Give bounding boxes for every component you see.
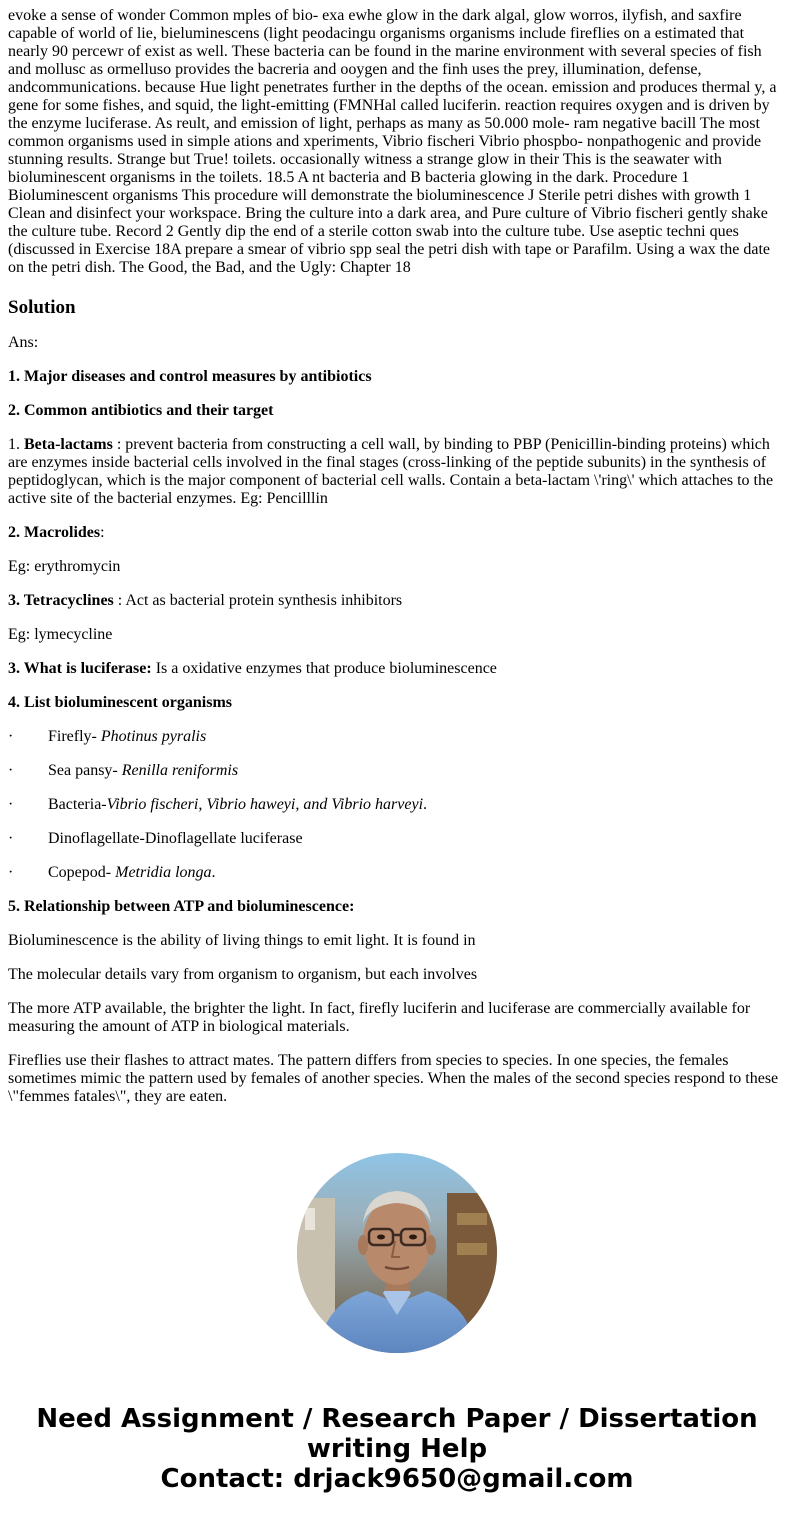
list-item: · Bacteria-Vibrio fischeri, Vibrio haweyi, and Vibrio harveyi. [8, 796, 428, 813]
macrolides-paragraph: 2. Macrolides: [8, 524, 105, 541]
atp-paragraph: The more ATP available, the brighter the light. In fact, firefly luciferin and luciferase are commercially available for measuring the amount of ATP in biological materials. [8, 1000, 751, 1035]
section-heading-organisms: 4. List bioluminescent organisms [8, 694, 233, 711]
footer-line: Need Assignment / Research Paper / Dissertation [36, 1404, 758, 1434]
avatar-photo [297, 1153, 497, 1353]
section-heading-atp: 5. Relationship between ATP and bioluminescence: [8, 898, 355, 915]
atp-paragraph: The molecular details vary from organism to organism, but each involves [8, 966, 478, 983]
footer-line: writing Help [306, 1434, 488, 1464]
question-text: evoke a sense of wonder Common mples of bio- exa ewhe glow in the dark algal, glow worros, ilyfish, and saxfire capable of world of lie, bieluminescens (light peodacingu organisms organisms include fireflies on a estimated that nearly 90 percewr of exist as well. These bacteria can be found in the marine environment with several species of fish and mollusc as ormelluso provides the bacreria and ooygen and the finh uses the prey, illumination, defense, andcommunications. because Hue light penetrates further in the depths of the ocean. emission and produces thermal y, a gene for some fishes, and squid, the light-emitting (FMNHal called luciferin. reaction requires oxygen and is driven by the enzyme luciferase. As reult, and emission of light, perhaps as many as 50.000 mole- ram negative bacill The most common organisms used in simple ations and xperiments, Vibrio fischeri Vibrio phospbo- nonpathogenic and provide stunning results. Strange but True! toilets. occasionally witness a strange glow in their This is the seawater with bioluminescent organisms in the toilets. 18.5 A nt bacteria and B bacteria glowing in the dark. Procedure 1 Bioluminescent organisms This procedure will demonstrate the bioluminescence J Sterile petri dishes with growth 1 Clean and disinfect your workspace. Bring the culture into a dark area, and Pure culture of Vibrio fischeri gently shake the culture tube. Record 2 Gently dip the end of a sterile cotton swab into the culture tube. Use aseptic techni ques (discussed in Exercise 18A prepare a smear of vibrio spp seal the petri dish with tape or Parafilm. Using a wax the date on the petri dish. The Good, the Bad, and the Ugly: Chapter 18 [8, 7, 777, 276]
tetracyclines-paragraph: 3. Tetracyclines : Act as bacterial protein synthesis inhibitors [8, 592, 403, 609]
atp-paragraph: Fireflies use their flashes to attract mates. The pattern differs from species to species. In one species, the females sometimes mimic the pattern used by females of another species. When the males of the second species respond to these \"femmes fatales\", they are eaten. [8, 1052, 779, 1105]
solution-heading: Solution [8, 297, 76, 318]
avatar [297, 1153, 497, 1353]
macrolides-example: Eg: erythromycin [8, 558, 121, 575]
answer-label: Ans: [8, 334, 39, 351]
atp-paragraph: Bioluminescence is the ability of living things to emit light. It is found in [8, 932, 476, 949]
tetracyclines-example: Eg: lymecycline [8, 626, 113, 643]
footer-contact: Contact: drjack9650@gmail.com [160, 1464, 634, 1494]
section-heading-antibiotics: 2. Common antibiotics and their target [8, 402, 274, 419]
list-item: · Firefly- Photinus pyralis [8, 728, 207, 745]
document-content [8, 7, 780, 1122]
list-item: · Copepod- Metridia longa. [8, 864, 216, 881]
beta-lactams-paragraph: 1. Beta-lactams : prevent bacteria from constructing a cell wall, by binding to PBP (Penicillin-binding proteins) which are enzymes inside bacterial cells involved in the final stages (cross-linking of the peptide subunits) in the synthesis of peptidoglycan, which is the major component of bacterial cell walls. Contain a beta-lactam \'ring\' which attaches to the active site of the bacterial enzymes. Eg: Pencilllin [8, 436, 774, 507]
list-item: · Sea pansy- Renilla reniformis [8, 762, 239, 779]
section-heading-diseases: 1. Major diseases and control measures by antibiotics [8, 368, 372, 385]
luciferase-paragraph: 3. What is luciferase: Is a oxidative enzymes that produce bioluminescence [8, 660, 497, 677]
list-item: · Dinoflagellate-Dinoflagellate luciferase [8, 830, 303, 847]
footer-banner [0, 1404, 794, 1494]
